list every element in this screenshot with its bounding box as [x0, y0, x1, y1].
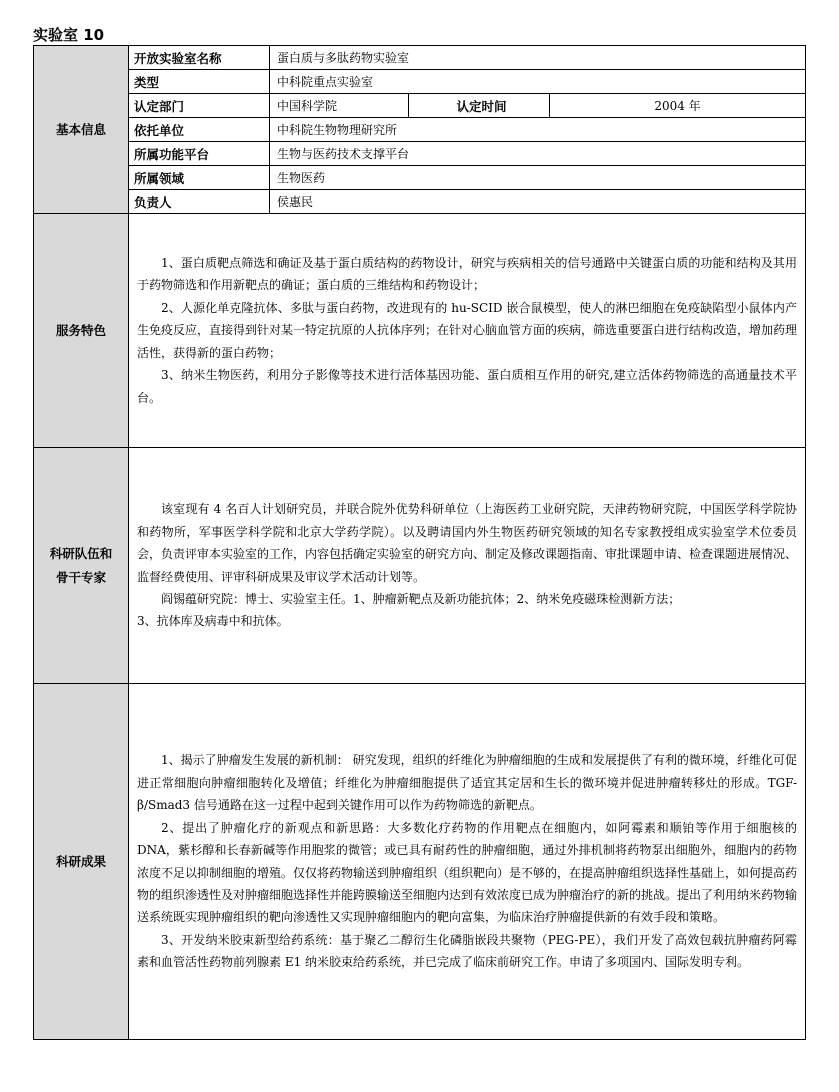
category-results: 科研成果	[34, 684, 129, 1040]
value-lab-name: 蛋白质与多肽药物实验室	[270, 46, 806, 70]
row-type	[34, 70, 806, 94]
service-paragraph-2: 2、人源化单克隆抗体、多肽与蛋白药物，改进现有的 hu-SCID 嵌合鼠模型，使人的淋巴细胞在免疫缺陷型小鼠体内产生免疫反应，直接得到针对某一特定抗原的人抗体序列；在针对心脑血管方面的疾病，筛选重要蛋白进行结构改造，增加药理活性，获得新的蛋白药物；	[137, 300, 798, 360]
row-dept	[34, 94, 806, 118]
row-name	[34, 46, 806, 70]
category-team	[34, 448, 129, 684]
label-head: 负责人	[129, 190, 270, 214]
category-team-line1: 科研队伍和	[49, 545, 113, 561]
value-host-unit: 中科院生物物理研究所	[270, 118, 806, 142]
value-type: 中科院重点实验室	[270, 70, 806, 94]
label-type: 类型	[129, 70, 270, 94]
team-paragraph-2-cont: 3、抗体库及病毒中和抗体。	[137, 614, 289, 629]
row-field	[34, 166, 806, 190]
service-paragraph-1: 1、蛋白质靶点筛选和确证及基于蛋白质结构的药物设计，研究与疾病相关的信号通路中关键蛋白质的功能和结构及其用于药物筛选和作用新靶点的确证；蛋白质的三维结构和药物设计；	[137, 256, 797, 293]
row-service	[34, 214, 806, 448]
service-text	[129, 214, 806, 448]
results-text	[129, 684, 806, 1040]
category-service: 服务特色	[34, 214, 129, 448]
value-field: 生物医药	[270, 166, 806, 190]
row-unit	[34, 118, 806, 142]
service-paragraph-3: 3、纳米生物医药，利用分子影像等技术进行活体基因功能、蛋白质相互作用的研究,建立活体药物筛选的高通量技术平台。	[137, 368, 797, 405]
value-head: 侯惠民	[270, 190, 806, 214]
page-title: 实验室 10	[33, 26, 105, 44]
row-platform	[34, 142, 806, 166]
category-team-line2: 骨干专家	[55, 569, 106, 585]
team-paragraph-1: 该室现有 4 名百人计划研究员，并联合院外优势科研单位（上海医药工业研究院，天津药物研究院，中国医学科学院协和药物所，军事医学科学院和北京大学药学院）。以及聘请国内外生物医药研究领域的知名专家教授组成实验室学术位委员会，负责评审本实验室的工作，内容包括确定实验室的研究方向、制定及修改课题指南、审批课题申请、检查课题进展情况、监督经费使用、评审科研成果及审议学术活动计划等。	[137, 502, 798, 584]
label-cert-time: 认定时间	[409, 94, 550, 118]
value-dept: 中国科学院	[270, 94, 409, 118]
results-paragraph-2: 2、提出了肿瘤化疗的新观点和新思路：大多数化疗药物的作用靶点在细胞内，如阿霉素和顺铂等作用于细胞核的 DNA，紫杉醇和长春新碱等作用胞浆的微管；或已具有耐药性的肿瘤细胞，通过外排机制将药物泵出细胞外，细胞内的药物浓度不足以抑制细胞的增殖。仅仅将药物输送到肿瘤组织（组织靶向）是不够的，在提高肿瘤组织选择性基础上，如何提高药物的组织渗透性及对肿瘤细胞选择性并能跨膜输送至细胞内达到有效浓度已成为肿瘤治疗的新的挑战。提出了利用纳米药物输送系统既实现肿瘤组织的靶向渗透性又实现肿瘤细胞内的靶向富集，为临床治疗肿瘤提供新的有效手段和策略。	[137, 820, 798, 925]
results-paragraph-3: 3、开发纳米胶束新型给药系统：基于聚乙二醇衍生化磷脂嵌段共聚物（PEG-PE），我们开发了高效包载抗肿瘤药阿霉素和血管活性药物前列腺素 E1 纳米胶束给药系统，并已完成了临床前研究工作。申请了多项国内、国际发明专利。	[137, 932, 797, 970]
results-paragraph-1: 1、揭示了肿瘤发生发展的新机制： 研究发现，组织的纤维化为肿瘤细胞的生成和发展提供了有利的微环境，纤维化可促进正常细胞向肿瘤细胞转化及增值；纤维化为肿瘤细胞提供了适宜其定居和生长的微环境并促进肿瘤转移灶的形成。TGF-β/Smad3 信号通路在这一过程中起到关键作用可以作为药物筛选的新靶点。	[137, 753, 797, 813]
team-text	[129, 448, 806, 684]
row-results	[34, 684, 806, 1040]
label-dept: 认定部门	[129, 94, 270, 118]
label-field: 所属领域	[129, 166, 270, 190]
label-lab-name: 开放实验室名称	[129, 46, 270, 70]
label-platform: 所属功能平台	[129, 142, 270, 166]
lab-info-table	[33, 45, 806, 1040]
value-platform: 生物与医药技术支撑平台	[270, 142, 806, 166]
value-cert-time: 2004 年	[550, 94, 806, 118]
team-paragraph-2: 阎锡蕴研究院：博士、实验室主任。1、肿瘤新靶点及新功能抗体；2、纳米免疫磁珠检测新方法；	[161, 591, 681, 606]
category-basic-info: 基本信息	[34, 46, 129, 214]
row-team	[34, 448, 806, 684]
label-host-unit: 依托单位	[129, 118, 270, 142]
row-head	[34, 190, 806, 214]
